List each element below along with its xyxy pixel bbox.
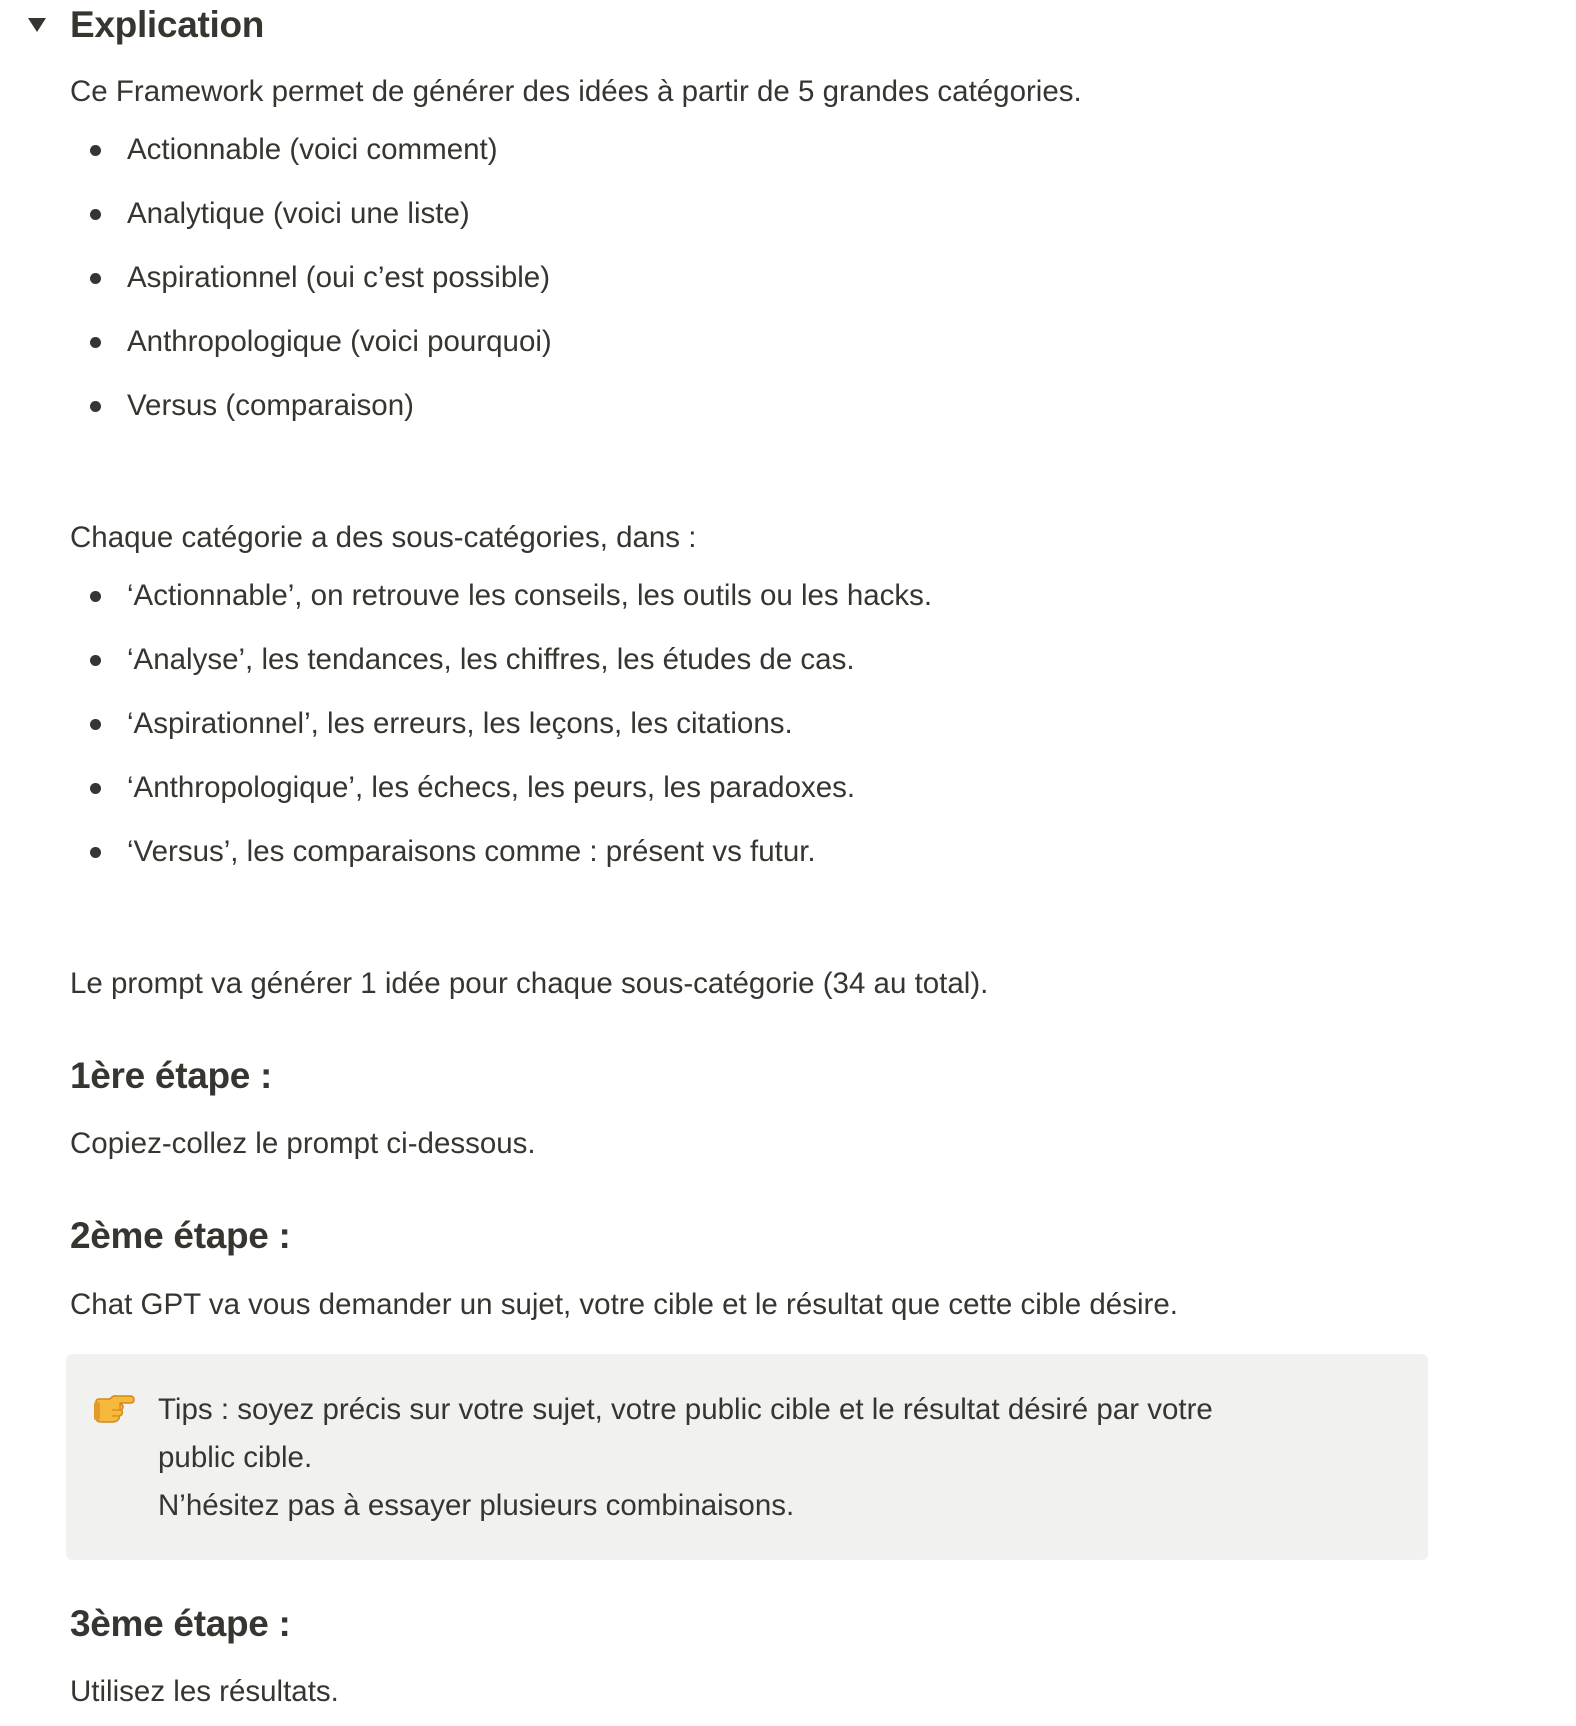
list-item: ‘Aspirationnel’, les erreurs, les leçons, les citations. [70, 704, 932, 744]
step-2-text: Chat GPT va vous demander un sujet, votre cible et le résultat que cette cible désire. [70, 1288, 1178, 1321]
categories-list [70, 106, 552, 426]
list-item: ‘Actionnable’, on retrouve les conseils, les outils ou les hacks. [70, 576, 932, 616]
list-item: Versus (comparaison) [70, 386, 552, 426]
bullet-icon [90, 591, 101, 602]
prompt-note: Le prompt va générer 1 idée pour chaque sous-catégorie (34 au total). [70, 967, 989, 1000]
list-item: ‘Versus’, les comparaisons comme : présent vs futur. [70, 832, 932, 872]
callout-text [158, 1386, 1398, 1530]
list-item: ‘Analyse’, les tendances, les chiffres, les études de cas. [70, 640, 932, 680]
bullet-icon [90, 273, 101, 284]
callout-line: Tips : soyez précis sur votre sujet, votre public cible et le résultat désiré par votre [158, 1393, 1213, 1426]
bullet-icon [90, 337, 101, 348]
bullet-icon [90, 783, 101, 794]
callout-line: public cible. [158, 1441, 313, 1474]
bullet-icon [90, 847, 101, 858]
step-1-text: Copiez-collez le prompt ci-dessous. [70, 1127, 536, 1160]
bullet-icon [90, 401, 101, 412]
step-2-heading: 2ème étape : [70, 1215, 291, 1256]
step-3-heading: 3ème étape : [70, 1603, 291, 1644]
bullet-icon [90, 145, 101, 156]
toggle-title: Explication [70, 4, 265, 45]
list-item: ‘Anthropologique’, les échecs, les peurs, les paradoxes. [70, 768, 932, 808]
list-item: Actionnable (voici comment) [70, 130, 552, 170]
list-item: Aspirationnel (oui c’est possible) [70, 258, 552, 298]
bullet-icon [90, 719, 101, 730]
toggle-header[interactable] [20, 0, 264, 50]
intro-paragraph: Ce Framework permet de générer des idées à partir de 5 grandes catégories. [70, 75, 1082, 108]
tips-callout [66, 1354, 1428, 1560]
bullet-icon [90, 209, 101, 220]
bullet-icon [90, 655, 101, 666]
subcategories-intro: Chaque catégorie a des sous-catégories, dans : [70, 521, 697, 554]
list-item: Anthropologique (voici pourquoi) [70, 322, 552, 362]
step-3-text: Utilisez les résultats. [70, 1675, 339, 1708]
pointing-hand-icon [92, 1388, 136, 1428]
callout-line: N’hésitez pas à essayer plusieurs combinaisons. [158, 1489, 795, 1522]
list-item: Analytique (voici une liste) [70, 194, 552, 234]
triangle-down-icon[interactable] [20, 8, 54, 42]
step-1-heading: 1ère étape : [70, 1055, 273, 1096]
subcategories-list [70, 552, 932, 872]
